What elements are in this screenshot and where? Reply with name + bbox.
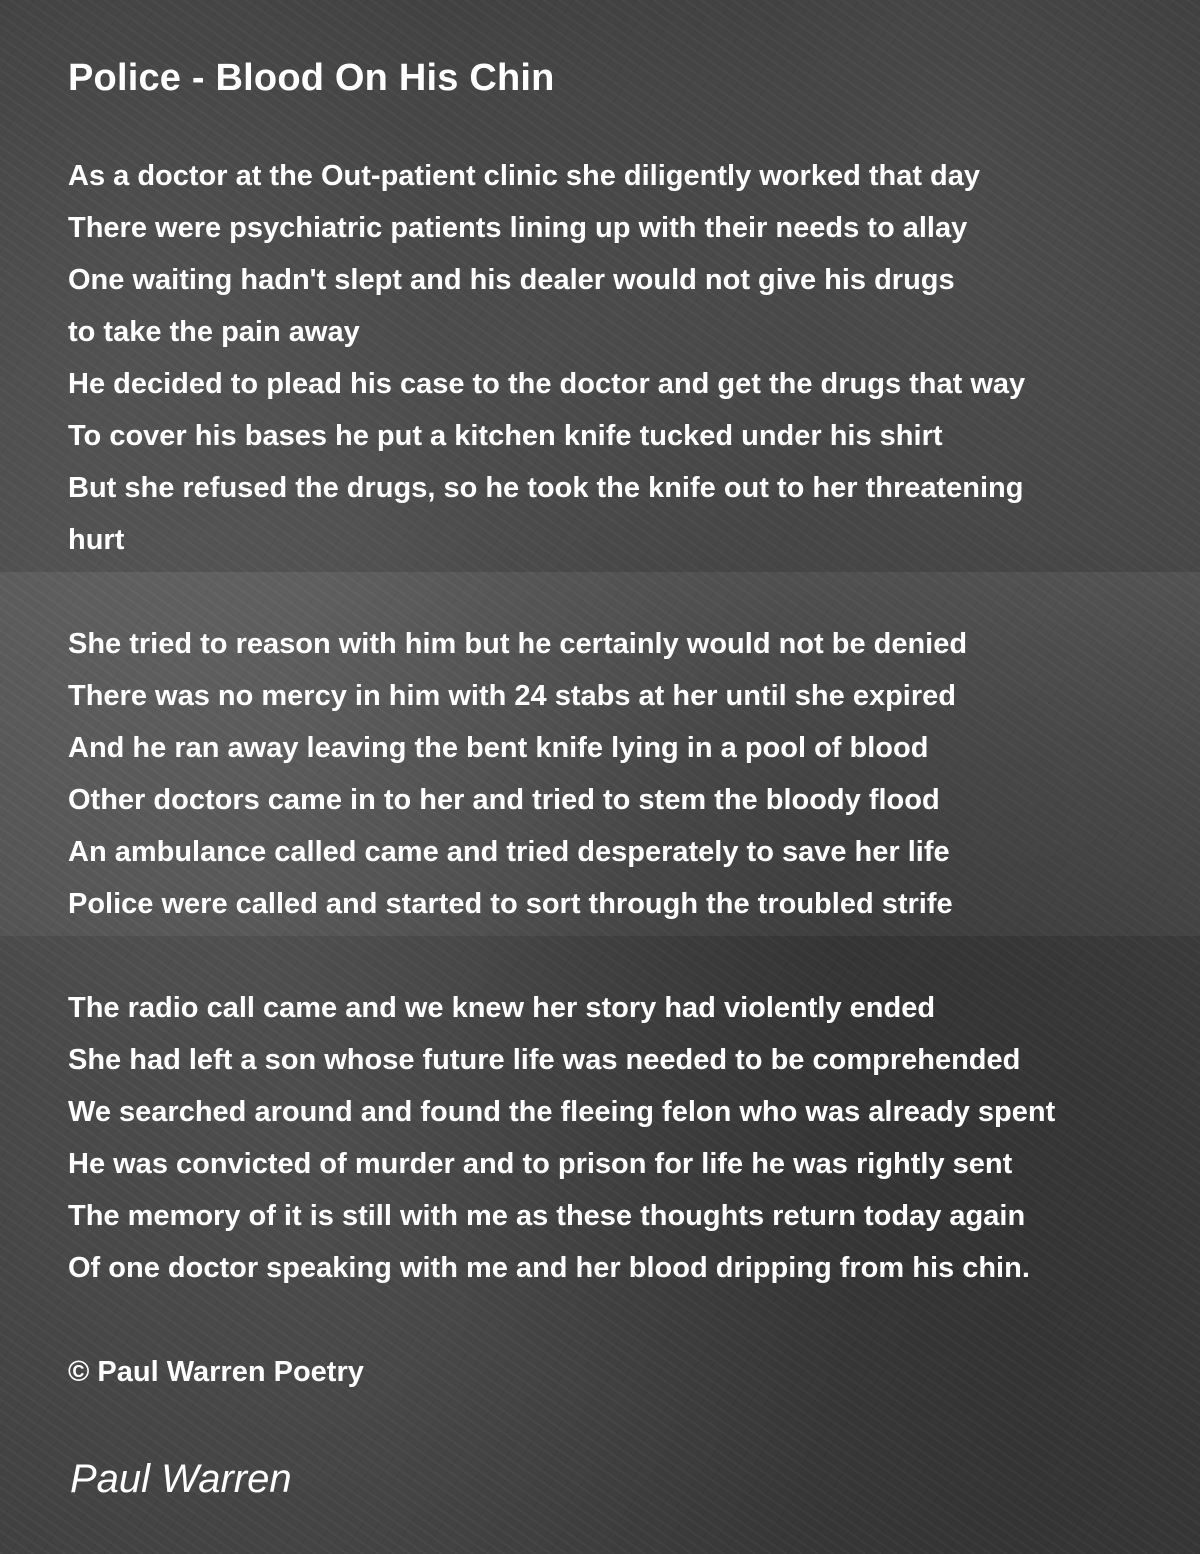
poem-line: One waiting hadn't slept and his dealer would not give his drugs [68, 264, 955, 296]
poem-line: Other doctors came in to her and tried to stem the bloody flood [68, 784, 940, 816]
poem-line: He decided to plead his case to the doctor and get the drugs that way [68, 368, 1026, 400]
poem-line: The radio call came and we knew her story had violently ended [68, 992, 936, 1024]
poem-line: To cover his bases he put a kitchen knife tucked under his shirt [68, 420, 943, 452]
stanza [68, 982, 1188, 1294]
poem-line: An ambulance called came and tried desperately to save her life [68, 836, 950, 868]
poem-line: The memory of it is still with me as these thoughts return today again [68, 1200, 1026, 1232]
poem-content [68, 52, 1188, 1398]
author-name: Paul Warren [70, 1457, 292, 1501]
poem-line: hurt [68, 524, 125, 556]
poem-line: And he ran away leaving the bent knife lying in a pool of blood [68, 732, 929, 764]
stanza [68, 150, 1188, 566]
poem-line: There were psychiatric patients lining up with their needs to allay [68, 212, 968, 244]
poem-title: Police - Blood On His Chin [68, 57, 555, 99]
stanza [68, 618, 1188, 930]
poem-line: She tried to reason with him but he certainly would not be denied [68, 628, 968, 660]
poem-line: She had left a son whose future life was needed to be comprehended [68, 1044, 1021, 1076]
poem-line: We searched around and found the fleeing felon who was already spent [68, 1096, 1056, 1128]
poem-line: to take the pain away [68, 316, 360, 348]
poem-line: Police were called and started to sort through the troubled strife [68, 888, 953, 920]
poem-line: But she refused the drugs, so he took the knife out to her threatening [68, 472, 1024, 504]
poem-line: Of one doctor speaking with me and her blood dripping from his chin. [68, 1252, 1030, 1284]
poem-line: As a doctor at the Out-patient clinic she diligently worked that day [68, 160, 981, 192]
poem-line: There was no mercy in him with 24 stabs at her until she expired [68, 680, 956, 712]
poem-body [68, 150, 1188, 1398]
copyright-notice: © Paul Warren Poetry [68, 1356, 364, 1388]
poem-line: He was convicted of murder and to prison for life he was rightly sent [68, 1148, 1013, 1180]
